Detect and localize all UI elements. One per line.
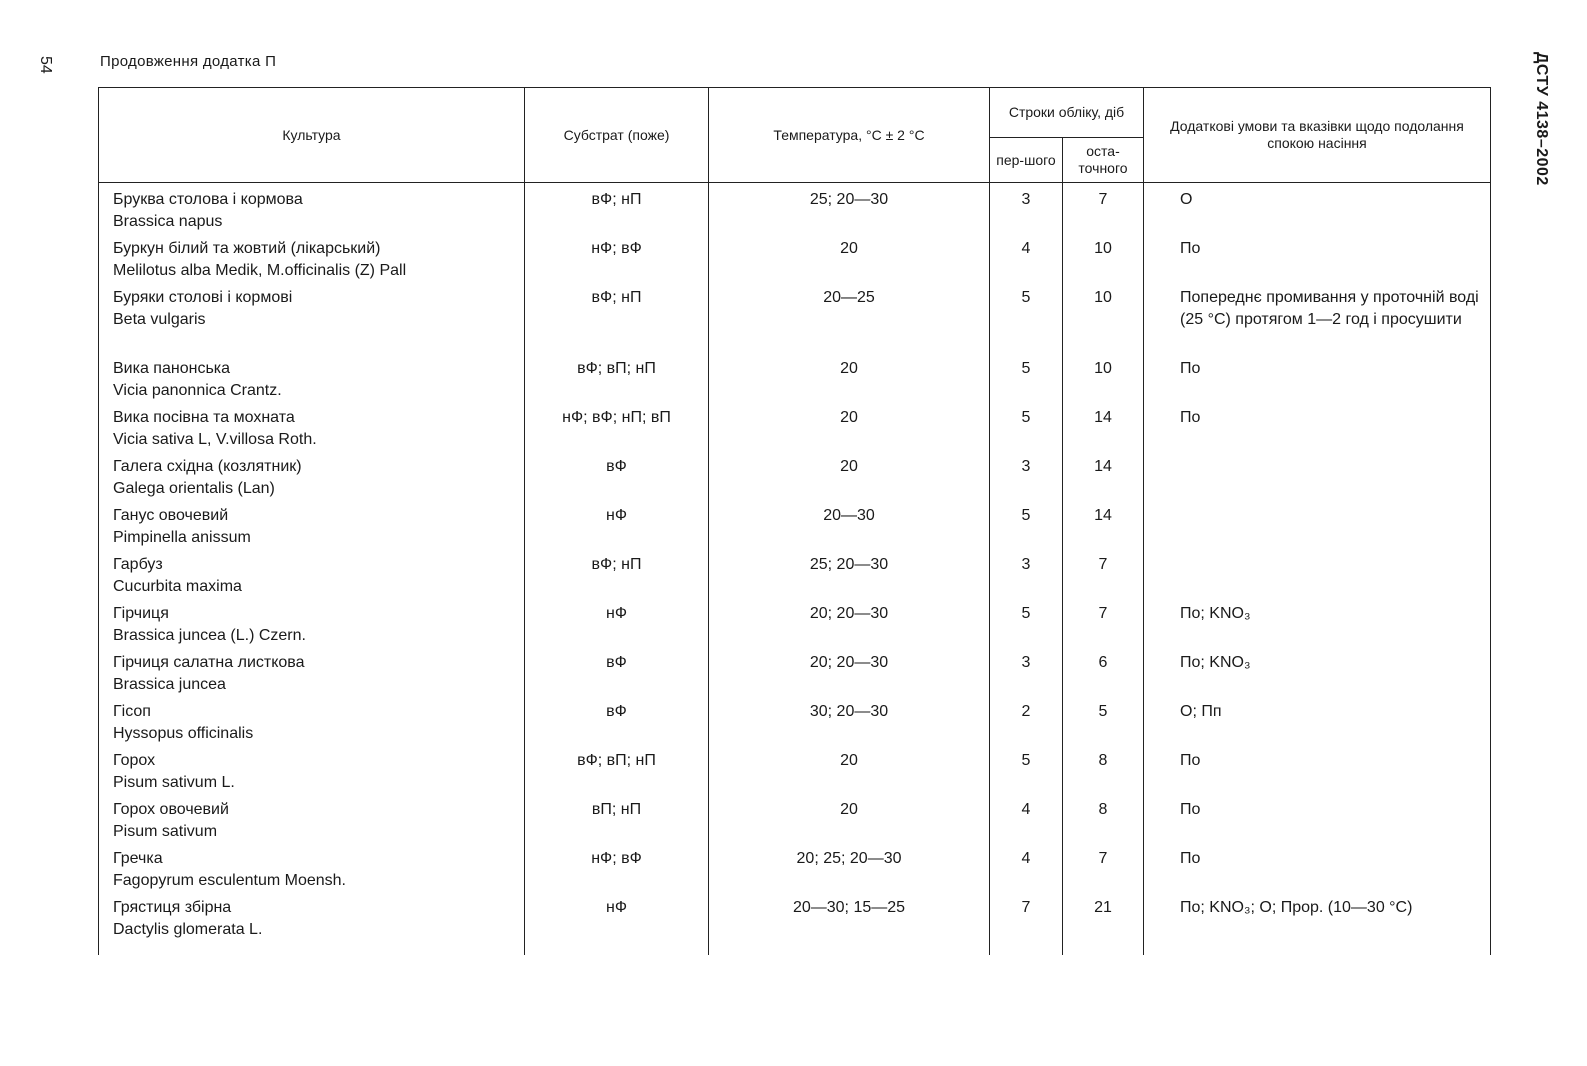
- cell-final-count: 8: [1063, 799, 1144, 848]
- cell-first-count: 4: [990, 238, 1063, 287]
- crop-name: Горох: [113, 752, 156, 769]
- cell-notes: О: [1144, 183, 1491, 239]
- cell-first-count: 5: [990, 750, 1063, 799]
- table-row: [99, 848, 1491, 897]
- cell-first-count: 5: [990, 358, 1063, 407]
- crop-name: Бруква столова і кормова: [113, 191, 303, 208]
- crop-latin-name: Dactylis glomerata L.: [113, 921, 263, 938]
- cell-notes: Попереднє промивання у проточній воді (25 °С) протягом 1—2 год і просушити: [1144, 287, 1491, 358]
- crop-latin-name: Brassica juncea: [113, 676, 226, 693]
- cell-notes: [1144, 456, 1491, 505]
- crop-name: Галега східна (козлятник): [113, 458, 302, 475]
- crop-latin-name: Vicia sativa L, V.villosa Roth.: [113, 431, 317, 448]
- cell-temperature: 20: [709, 750, 990, 799]
- cell-final-count: 14: [1063, 505, 1144, 554]
- crop-latin-name: Fagopyrum esculentum Moensh.: [113, 872, 346, 889]
- cell-notes: По; KNO₃: [1144, 603, 1491, 652]
- cell-substrate: вФ: [525, 456, 709, 505]
- document-code: ДСТУ 4138–2002: [1533, 52, 1550, 186]
- cell-crop: [99, 358, 525, 407]
- page-number: 54: [37, 56, 54, 74]
- cell-temperature: 20; 25; 20—30: [709, 848, 990, 897]
- crop-latin-name: Beta vulgaris: [113, 311, 206, 328]
- cell-substrate: нФ: [525, 897, 709, 955]
- cell-final-count: 10: [1063, 238, 1144, 287]
- cell-first-count: 5: [990, 407, 1063, 456]
- table-row: [99, 407, 1491, 456]
- header-first: пер-шого: [990, 138, 1063, 183]
- cell-first-count: 5: [990, 287, 1063, 358]
- cell-final-count: 6: [1063, 652, 1144, 701]
- cell-notes: По: [1144, 750, 1491, 799]
- cell-substrate: нФ: [525, 603, 709, 652]
- cell-notes: По: [1144, 848, 1491, 897]
- table-row: [99, 287, 1491, 358]
- cell-notes: По: [1144, 358, 1491, 407]
- data-table: [98, 87, 1491, 955]
- cell-substrate: нФ; вФ: [525, 238, 709, 287]
- cell-crop: [99, 652, 525, 701]
- cell-notes: По: [1144, 238, 1491, 287]
- cell-temperature: 20: [709, 238, 990, 287]
- cell-final-count: 5: [1063, 701, 1144, 750]
- cell-final-count: 7: [1063, 183, 1144, 239]
- header-notes: Додаткові умови та вказівки щодо подолання спокою насіння: [1144, 88, 1491, 183]
- cell-notes: По; KNO₃: [1144, 652, 1491, 701]
- cell-crop: [99, 603, 525, 652]
- crop-name: Буряки столові і кормові: [113, 289, 293, 306]
- cell-notes: [1144, 554, 1491, 603]
- cell-first-count: 5: [990, 505, 1063, 554]
- table-row: [99, 183, 1491, 239]
- table-row: [99, 456, 1491, 505]
- cell-final-count: 10: [1063, 358, 1144, 407]
- cell-temperature: 20: [709, 407, 990, 456]
- cell-crop: [99, 701, 525, 750]
- cell-crop: [99, 750, 525, 799]
- table-body: [99, 183, 1491, 956]
- cell-temperature: 20—30: [709, 505, 990, 554]
- cell-substrate: вФ; нП: [525, 183, 709, 239]
- table-row: [99, 652, 1491, 701]
- crop-latin-name: Cucurbita maxima: [113, 578, 242, 595]
- cell-substrate: вФ; вП; нП: [525, 750, 709, 799]
- header-final: оста-точного: [1063, 138, 1144, 183]
- cell-crop: [99, 897, 525, 955]
- table-row: [99, 603, 1491, 652]
- header-temperature: Температура, °С ± 2 °С: [709, 88, 990, 183]
- cell-temperature: 20: [709, 358, 990, 407]
- cell-first-count: 4: [990, 799, 1063, 848]
- crop-latin-name: Vicia panonnica Crantz.: [113, 382, 282, 399]
- crop-latin-name: Pimpinella anissum: [113, 529, 251, 546]
- cell-final-count: 14: [1063, 407, 1144, 456]
- cell-notes: По: [1144, 799, 1491, 848]
- continuation-label: Продовження додатка П: [100, 53, 277, 70]
- cell-first-count: 3: [990, 183, 1063, 239]
- cell-first-count: 7: [990, 897, 1063, 955]
- crop-name: Горох овочевий: [113, 801, 229, 818]
- header-count-terms: Строки обліку, діб: [990, 88, 1144, 138]
- cell-substrate: вФ; нП: [525, 287, 709, 358]
- cell-final-count: 7: [1063, 554, 1144, 603]
- cell-temperature: 20; 20—30: [709, 652, 990, 701]
- cell-final-count: 21: [1063, 897, 1144, 955]
- crop-name: Буркун білий та жовтий (лікарський): [113, 240, 381, 257]
- cell-crop: [99, 287, 525, 358]
- cell-crop: [99, 456, 525, 505]
- crop-latin-name: Brassica juncea (L.) Czern.: [113, 627, 306, 644]
- table-row: [99, 505, 1491, 554]
- cell-temperature: 20—30; 15—25: [709, 897, 990, 955]
- germination-table: [98, 87, 1490, 1003]
- cell-notes: По: [1144, 407, 1491, 456]
- table-row: [99, 750, 1491, 799]
- crop-name: Грястиця збірна: [113, 899, 232, 916]
- crop-latin-name: Melilotus alba Medik, M.officinalis (Z) Pall: [113, 262, 407, 279]
- cell-final-count: 8: [1063, 750, 1144, 799]
- table-row: [99, 701, 1491, 750]
- crop-latin-name: Hyssopus officinalis: [113, 725, 254, 742]
- cell-first-count: 3: [990, 554, 1063, 603]
- cell-temperature: 20; 20—30: [709, 603, 990, 652]
- header-crop: Культура: [99, 88, 525, 183]
- cell-crop: [99, 505, 525, 554]
- cell-notes: По; KNO₃; О; Прор. (10—30 °С): [1144, 897, 1491, 955]
- crop-name: Гісоп: [113, 703, 151, 720]
- crop-name: Гречка: [113, 850, 163, 867]
- cell-substrate: вФ; нП: [525, 554, 709, 603]
- cell-crop: [99, 238, 525, 287]
- cell-notes: [1144, 505, 1491, 554]
- cell-first-count: 5: [990, 603, 1063, 652]
- cell-crop: [99, 183, 525, 239]
- cell-crop: [99, 407, 525, 456]
- table-row: [99, 554, 1491, 603]
- cell-temperature: 20: [709, 456, 990, 505]
- cell-substrate: нФ; вФ: [525, 848, 709, 897]
- table-row: [99, 358, 1491, 407]
- cell-final-count: 10: [1063, 287, 1144, 358]
- crop-latin-name: Pisum sativum L.: [113, 774, 235, 791]
- cell-substrate: вП; нП: [525, 799, 709, 848]
- crop-latin-name: Brassica napus: [113, 213, 223, 230]
- cell-final-count: 14: [1063, 456, 1144, 505]
- crop-name: Вика панонська: [113, 360, 231, 377]
- cell-crop: [99, 799, 525, 848]
- cell-temperature: 20: [709, 799, 990, 848]
- cell-substrate: вФ: [525, 701, 709, 750]
- crop-name: Гарбуз: [113, 556, 163, 573]
- cell-temperature: 25; 20—30: [709, 554, 990, 603]
- cell-first-count: 2: [990, 701, 1063, 750]
- crop-latin-name: Pisum sativum: [113, 823, 218, 840]
- cell-substrate: нФ; вФ; нП; вП: [525, 407, 709, 456]
- cell-first-count: 4: [990, 848, 1063, 897]
- crop-latin-name: Galega orientalis (Lan): [113, 480, 275, 497]
- crop-name: Вика посівна та мохната: [113, 409, 295, 426]
- table-row: [99, 238, 1491, 287]
- crop-name: Гірчиця: [113, 605, 169, 622]
- cell-crop: [99, 848, 525, 897]
- table-row: [99, 799, 1491, 848]
- cell-notes: О; Пп: [1144, 701, 1491, 750]
- cell-substrate: вФ: [525, 652, 709, 701]
- cell-substrate: вФ; вП; нП: [525, 358, 709, 407]
- cell-final-count: 7: [1063, 603, 1144, 652]
- cell-first-count: 3: [990, 456, 1063, 505]
- crop-name: Гірчиця салатна листкова: [113, 654, 305, 671]
- cell-substrate: нФ: [525, 505, 709, 554]
- cell-temperature: 20—25: [709, 287, 990, 358]
- cell-first-count: 3: [990, 652, 1063, 701]
- cell-final-count: 7: [1063, 848, 1144, 897]
- cell-crop: [99, 554, 525, 603]
- cell-temperature: 25; 20—30: [709, 183, 990, 239]
- header-substrate: Субстрат (поже): [525, 88, 709, 183]
- table-row: [99, 897, 1491, 955]
- crop-name: Ганус овочевий: [113, 507, 229, 524]
- cell-temperature: 30; 20—30: [709, 701, 990, 750]
